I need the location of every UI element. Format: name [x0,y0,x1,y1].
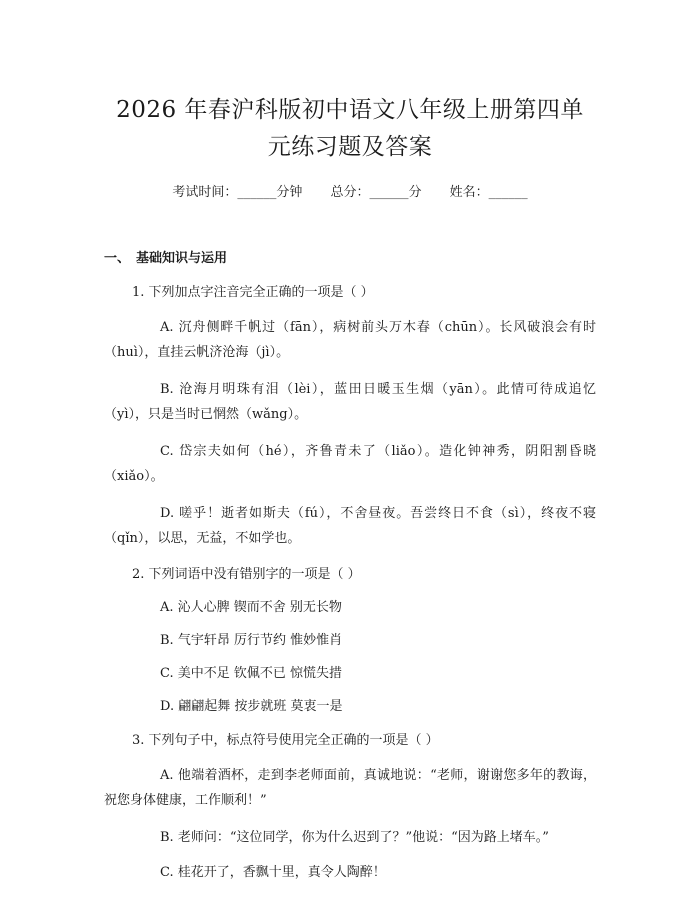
question-3-option-b: B. 老师问：“这位同学，你为什么迟到了？”他说：“因为路上堵车。” [160,830,549,845]
question-2-option-b: B. 气宇轩昂 厉行节约 惟妙惟肖 [160,633,343,648]
exam-name-field: 姓名：______ [449,185,528,200]
question-2-stem: 2. 下列词语中没有错别字的一项是（ ） [132,567,361,582]
question-3-stem: 3. 下列句子中，标点符号使用完全正确的一项是（ ） [132,733,439,748]
title-line-2: 元练习题及答案 [267,134,433,160]
question-2-option-c: C. 美中不足 钦佩不已 惊慌失措 [160,666,343,681]
document-title [104,0,596,166]
question-1-stem: 1. 下列加点字注音完全正确的一项是（ ） [132,285,374,300]
exam-time-field: 考试时间：______分钟 [172,185,303,200]
exam-score-field: 总分：______分 [330,185,422,200]
section-number: 一、 [104,251,131,266]
question-1-option-b: B. 沧海月明珠有泪（lèi），蓝田日暖玉生烟（yān）。此情可待成追忆（yì），只是当时已惘然（wǎng）。 [104,382,596,422]
exam-info [104,183,596,203]
title-line-1: 2026 年春沪科版初中语文八年级上册第四单 [116,97,584,123]
question-3-option-c: C. 桂花开了，香飘十里，真令人陶醉！ [160,865,386,880]
question-2-option-d: D. 翩翩起舞 按步就班 莫衷一是 [160,699,343,714]
section-heading [104,249,596,269]
question-1-option-d: D. 嗟乎！逝者如斯夫（fú），不舍昼夜。吾尝终日不食（sì），终夜不寝（qǐn），以思，无益，不如学也。 [104,506,596,546]
question-1-option-a: A. 沉舟侧畔千帆过（fān），病树前头万木春（chūn）。长风破浪会有时（huì），直挂云帆济沧海（jì）。 [104,320,596,360]
question-2-option-a: A. 沁人心脾 锲而不舍 别无长物 [160,600,342,615]
section-title: 基础知识与运用 [136,251,228,266]
question-3-option-a: A. 他端着酒杯，走到李老师面前，真诚地说：“老师，谢谢您多年的教诲，祝您身体健康，工作顺利！” [104,768,596,808]
question-1-option-c: C. 岱宗夫如何（hé），齐鲁青未了（liǎo）。造化钟神秀，阴阳割昏晓（xiǎo）。 [104,444,596,484]
